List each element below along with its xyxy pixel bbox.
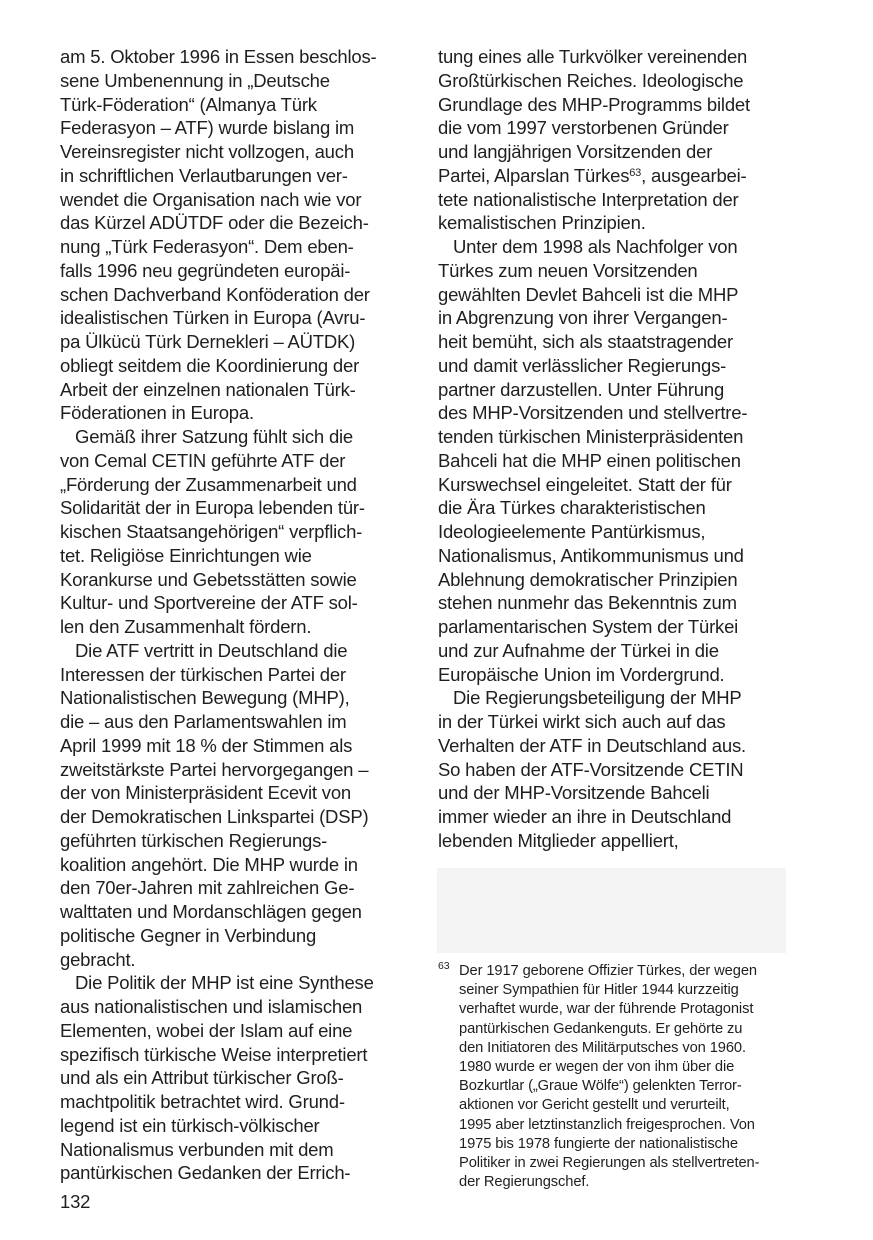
text-line: von Cemal CETIN geführte ATF der [60, 449, 346, 471]
text-line: immer wieder an ihre in Deutschland [438, 806, 732, 827]
text-line: nung „Türk Federasyon“. Dem eben- [60, 236, 354, 257]
text-line: machtpolitik betrachtet wird. Grund- [60, 1091, 345, 1112]
text-line: tung eines alle Turkvölker vereinenden [438, 46, 748, 67]
text-line: die vom 1997 verstorbenen Gründer [438, 117, 729, 139]
text-line: die – aus den Parlamentswahlen im [60, 711, 347, 732]
text-line: Nationalismus, Antikommunismus und [438, 544, 744, 566]
column-left [60, 45, 432, 1185]
text-line: Türk-Föderation“ (Almanya Türk [60, 93, 317, 115]
text-line: falls 1996 neu gegründeten europäi- [60, 259, 351, 281]
text-segment: , ausgearbei- [641, 164, 747, 186]
text-line: die Ära Türkes charakteristischen [438, 497, 706, 519]
text-line: Kultur- und Sportvereine der ATF sol- [60, 592, 358, 614]
text-line: obliegt seitdem die Koordinierung der [60, 354, 360, 376]
text-line: walttaten und Mordanschlägen gegen [60, 901, 362, 922]
text-line: Elementen, wobei der Islam auf eine [60, 1019, 353, 1041]
text-line: Nationalismus verbunden mit dem [60, 1138, 334, 1160]
text-line: 1975 bis 1978 fungierte der nationalistische [459, 1135, 738, 1152]
text-line: Ablehnung demokratischer Prinzipien [438, 568, 738, 590]
text-line: schen Dachverband Konföderation der [60, 283, 370, 305]
text-line: Grundlage des MHP-Programms bildet [438, 93, 750, 115]
footnote-reference: 63 [629, 166, 642, 179]
text-line: tete nationalistische Interpretation der [438, 188, 739, 210]
text-line: tet. Religiöse Einrichtungen wie [60, 544, 312, 566]
text-line: Kurswechsel eingeleitet. Statt der für [438, 473, 732, 495]
text-line: 1980 wurde er wegen der von ihm über die [459, 1059, 735, 1076]
text-line: pantürkischen Gedanken der Errich- [60, 1162, 351, 1184]
text-segment: Partei, Alparslan Türkes [438, 164, 630, 186]
text-line: Die Politik der MHP ist eine Synthese [75, 972, 374, 994]
text-line [438, 164, 810, 188]
text-line: April 1999 mit 18 % der Stimmen als [60, 734, 353, 756]
text-line: und langjährigen Vorsitzenden der [438, 141, 713, 162]
text-line: und als ein Attribut türkischer Groß- [60, 1067, 344, 1089]
text-line: koalition angehört. Die MHP wurde in [60, 853, 358, 875]
text-line: Arbeit der einzelnen nationalen Türk- [60, 378, 356, 400]
text-line: Interessen der türkischen Partei der [60, 663, 346, 685]
text-line: Die Regierungsbeteiligung der MHP [453, 687, 742, 709]
text-line: Bahceli hat die MHP einen politischen [438, 449, 741, 471]
text-line: spezifisch türkische Weise interpretiert [60, 1043, 368, 1065]
footnote-marker: 63 [438, 960, 450, 972]
text-line: seiner Sympathien für Hitler 1944 kurzzeitig [459, 982, 739, 999]
footnote-text [459, 962, 818, 1192]
text-line: Europäische Union im Vordergrund. [438, 663, 725, 685]
text-line: lebenden Mitglieder appelliert, [438, 829, 679, 851]
text-line: gewählten Devlet Bahceli ist die MHP [438, 283, 739, 305]
text-line: in Abgrenzung von ihrer Vergangen- [438, 307, 728, 329]
scan-highlight-box [437, 868, 786, 953]
text-line: in schriftlichen Verlautbarungen ver- [60, 164, 348, 186]
text-line: Federasyon – ATF) wurde bislang im [60, 117, 355, 139]
text-line: und der MHP-Vorsitzende Bahceli [438, 782, 710, 804]
text-line: pantürkischen Gedankenguts. Er gehörte zu [459, 1020, 743, 1037]
text-line: Nationalistischen Bewegung (MHP), [60, 687, 350, 709]
text-line: Die ATF vertritt in Deutschland die [75, 639, 348, 661]
text-line: heit bemüht, sich als staatstragender [438, 331, 733, 352]
text-line: partner darzustellen. Unter Führung [438, 378, 725, 400]
text-line: Korankurse und Gebetsstätten sowie [60, 568, 357, 590]
text-line: Vereinsregister nicht vollzogen, auch [60, 141, 354, 162]
footnote-63 [438, 962, 818, 1192]
text-line: und damit verlässlicher Regierungs- [438, 354, 727, 376]
text-line: So haben der ATF-Vorsitzende CETIN [438, 758, 744, 780]
text-line: parlamentarischen System der Türkei [438, 616, 739, 637]
text-line: der von Ministerpräsident Ecevit von [60, 782, 351, 804]
column-right [438, 45, 810, 853]
text-line: aktionen vor Gericht gestellt und verurteilt, [459, 1097, 730, 1114]
text-line: aus nationalistischen und islamischen [60, 996, 363, 1017]
text-line: das Kürzel ADÜTDF oder die Bezeich- [60, 212, 369, 234]
text-line: den Initiatoren des Militärputsches von 1960. [459, 1039, 746, 1056]
page-number: 132 [60, 1191, 91, 1212]
text-line: Politiker in zwei Regierungen als stellvertreten- [459, 1155, 760, 1172]
text-line: den 70er-Jahren mit zahlreichen Ge- [60, 877, 355, 899]
text-line: Gemäß ihrer Satzung fühlt sich die [75, 426, 354, 447]
text-line: 1995 aber letztinstanzlich freigesprochen. Von [459, 1116, 755, 1133]
text-line: len den Zusammenhalt fördern. [60, 616, 312, 637]
text-line: stehen nunmehr das Bekenntnis zum [438, 592, 737, 614]
text-line: in der Türkei wirkt sich auch auf das [438, 711, 726, 732]
text-line: sene Umbenennung in „Deutsche [60, 69, 330, 91]
text-line: der Regierungschef. [459, 1174, 590, 1191]
text-line: verhaftet wurde, war der führende Protagonist [459, 1001, 754, 1018]
text-line: Föderationen in Europa. [60, 402, 254, 424]
text-line: „Förderung der Zusammenarbeit und [60, 473, 357, 495]
text-line: idealistischen Türken in Europa (Avru- [60, 307, 366, 329]
text-line: kemalistischen Prinzipien. [438, 212, 646, 234]
text-line: Türkes zum neuen Vorsitzenden [438, 259, 698, 281]
text-line: des MHP-Vorsitzenden und stellvertre- [438, 402, 748, 424]
text-line: Unter dem 1998 als Nachfolger von [453, 236, 738, 257]
text-line: am 5. Oktober 1996 in Essen beschlos- [60, 46, 377, 67]
text-line: zweitstärkste Partei hervorgegangen – [60, 758, 369, 780]
text-line: tenden türkischen Ministerpräsidenten [438, 426, 744, 447]
text-line: Großtürkischen Reiches. Ideologische [438, 69, 744, 91]
text-line: pa Ülkücü Türk Dernekleri – AÜTDK) [60, 331, 356, 352]
text-line: legend ist ein türkisch-völkischer [60, 1114, 320, 1136]
text-line: Solidarität der in Europa lebenden tür- [60, 497, 365, 519]
text-line: und zur Aufnahme der Türkei in die [438, 639, 719, 661]
text-line: politische Gegner in Verbindung [60, 924, 317, 946]
text-line: wendet die Organisation nach wie vor [60, 188, 362, 210]
text-line: Verhalten der ATF in Deutschland aus. [438, 734, 746, 756]
text-line: gebracht. [60, 948, 136, 970]
text-line: der Demokratischen Linkspartei (DSP) [60, 806, 369, 827]
text-line: geführten türkischen Regierungs- [60, 829, 328, 851]
text-line: Der 1917 geborene Offizier Türkes, der wegen [459, 963, 757, 979]
text-line: kischen Staatsangehörigen“ verpflich- [60, 521, 363, 542]
text-line: Ideologieelemente Pantürkismus, [438, 521, 706, 542]
text-line: Bozkurtlar („Graue Wölfe“) gelenkten Terror- [459, 1078, 742, 1095]
